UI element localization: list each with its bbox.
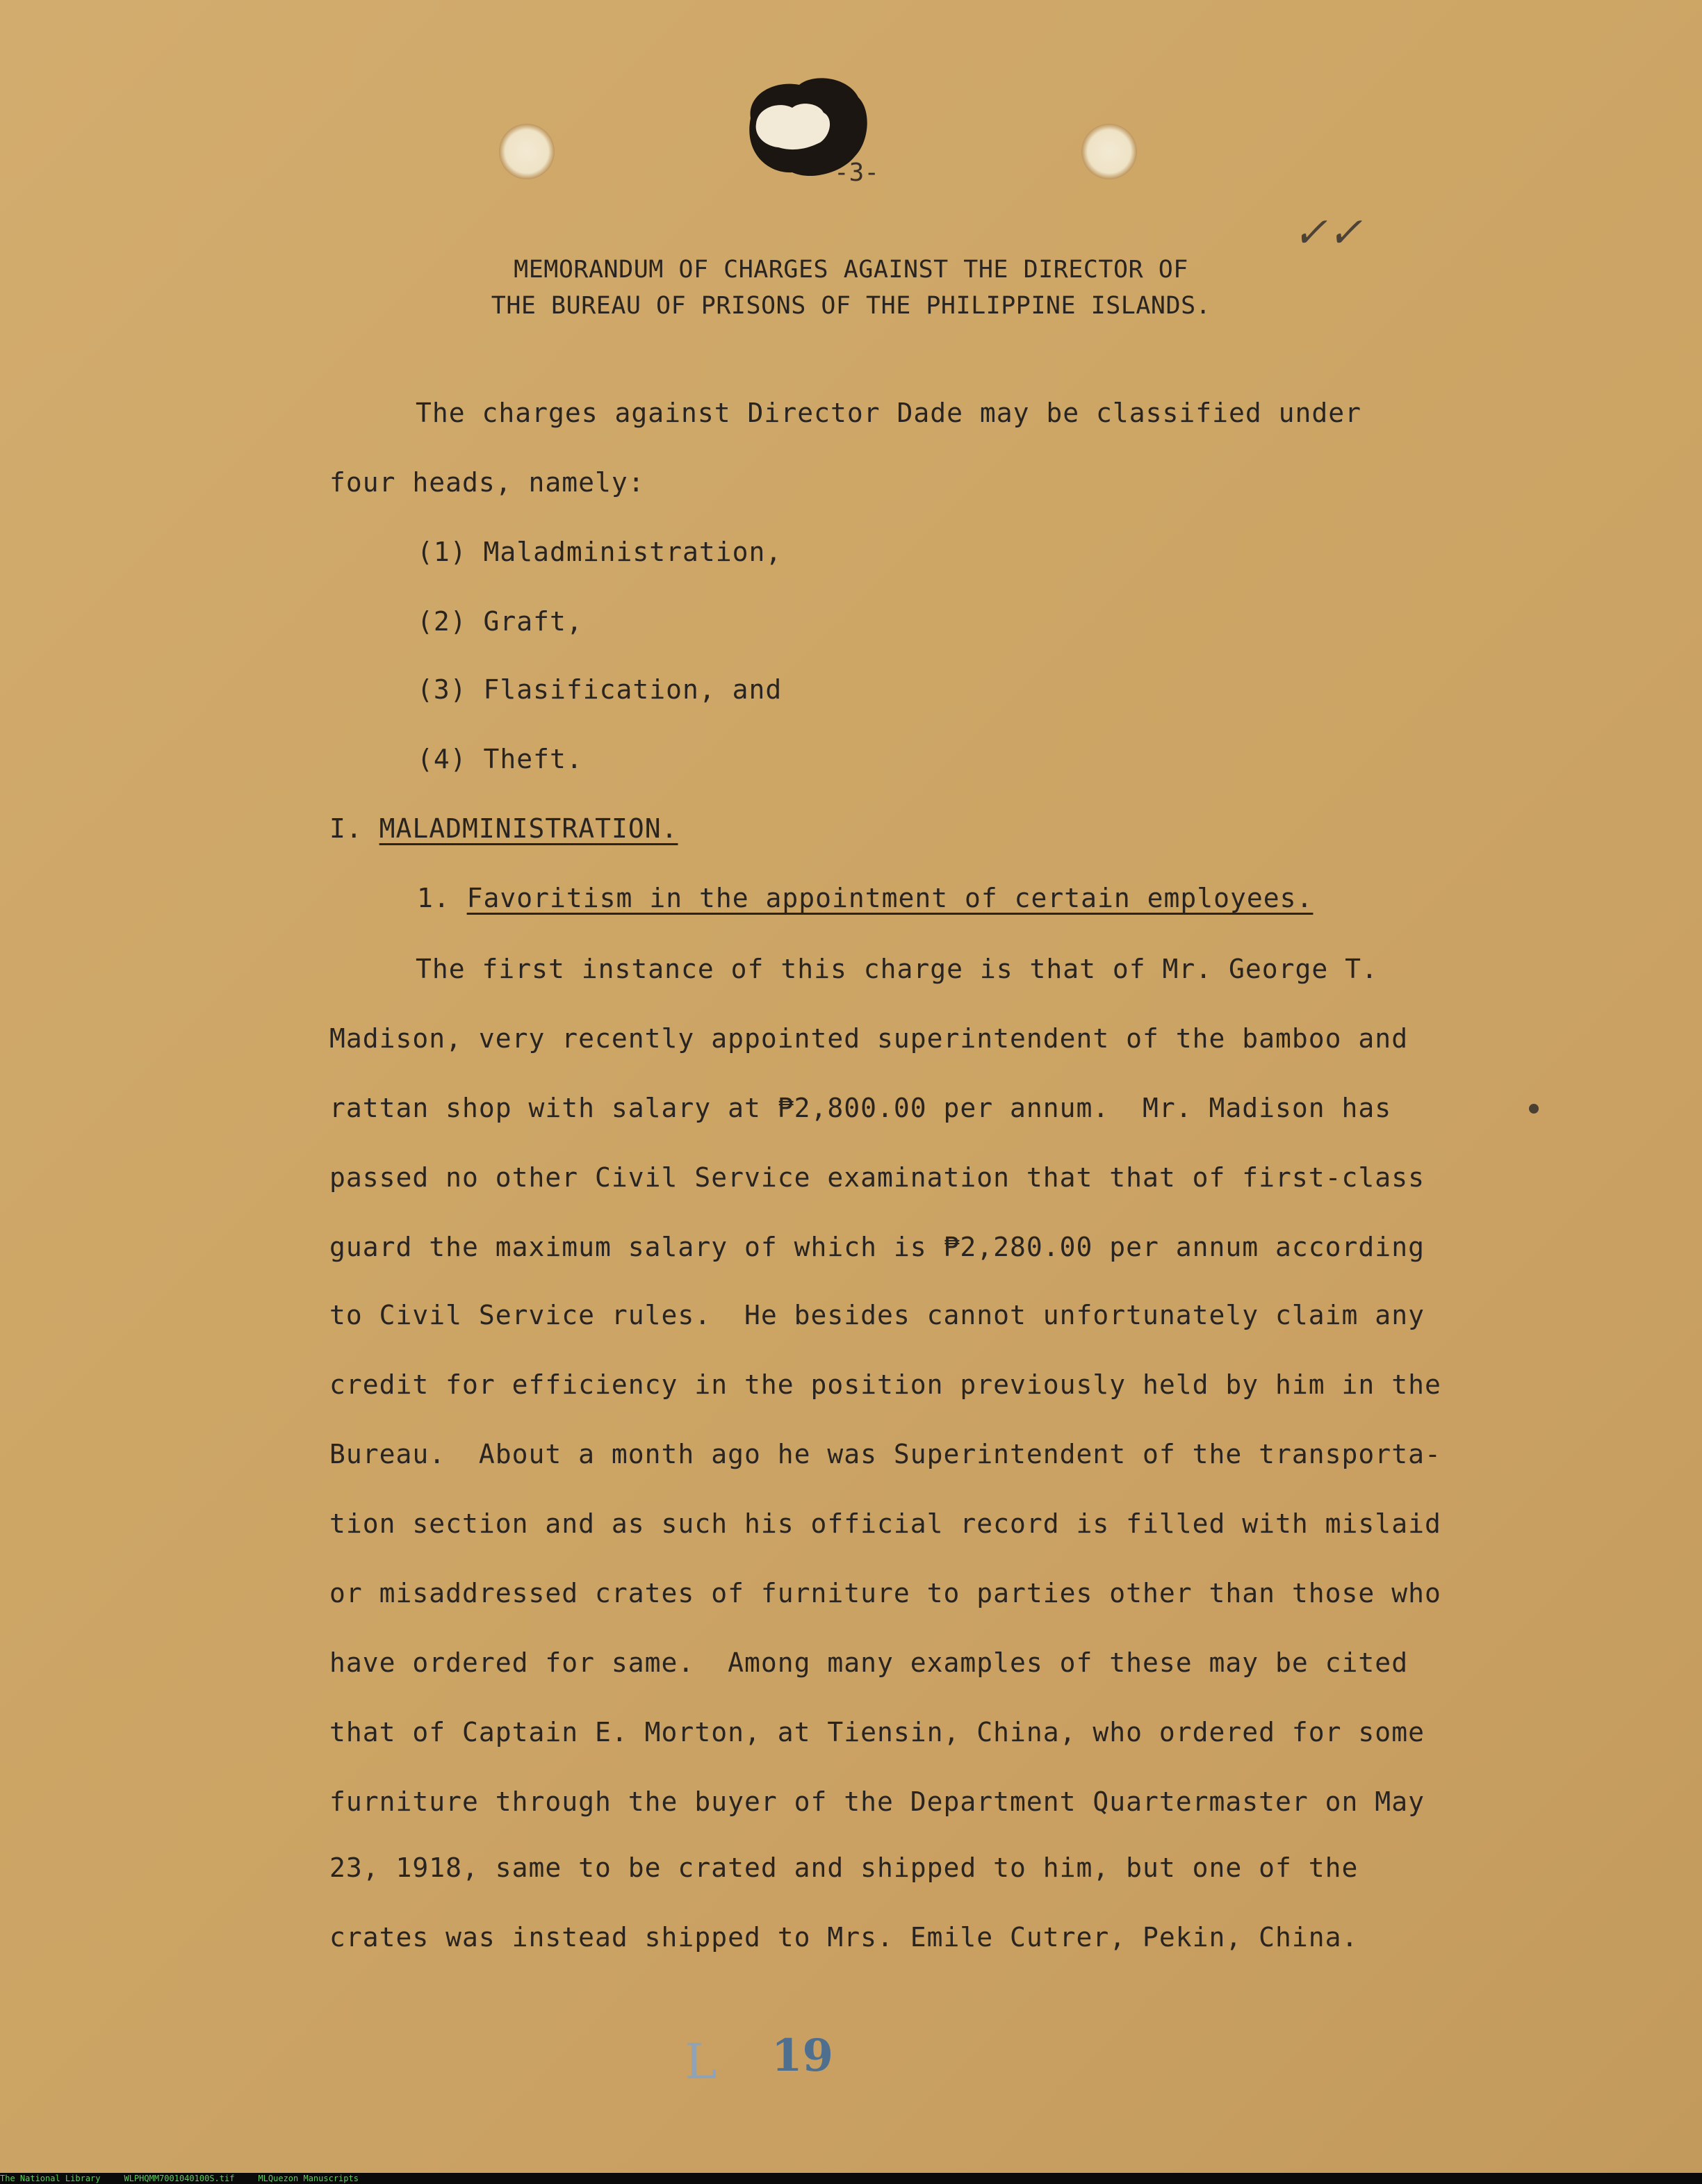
archive-stamp-number: 19 <box>771 2030 834 2082</box>
footer-collection: MLQuezon Manuscripts <box>258 2174 359 2183</box>
check-mark: ✓✓ <box>1293 209 1363 257</box>
subheading <box>417 883 1313 913</box>
body-line: rattan shop with salary at ₱2,800.00 per annum. Mr. Madison has <box>329 1093 1392 1123</box>
body-line: tion section and as such his official record is filled with mislaid <box>329 1508 1441 1539</box>
head-item: (4) Theft. <box>417 744 583 774</box>
page-number: -3- <box>834 158 880 187</box>
section-number: I. <box>329 813 363 844</box>
body-line: crates was instead shipped to Mrs. Emile Cutrer, Pekin, China. <box>329 1922 1359 1953</box>
subheading-title: Favoritism in the appointment of certain employees. <box>466 883 1314 913</box>
body-line: to Civil Service rules. He besides cannot unfortunately claim any <box>329 1300 1425 1330</box>
intro-line-1: The charges against Director Dade may be classified under <box>416 398 1362 428</box>
memo-title-line-1: MEMORANDUM OF CHARGES AGAINST THE DIRECTOR OF <box>514 256 1188 284</box>
body-line: that of Captain E. Morton, at Tiensin, China, who ordered for some <box>329 1717 1425 1747</box>
body-line: or misaddressed crates of furniture to parties other than those who <box>329 1578 1441 1608</box>
body-line: credit for efficiency in the position previously held by him in the <box>329 1369 1441 1400</box>
intro-line-2: four heads, namely: <box>329 467 645 498</box>
head-item: (2) Graft, <box>417 606 583 637</box>
punch-hole-left <box>499 124 555 179</box>
section-heading <box>329 813 678 844</box>
body-line: Madison, very recently appointed superintendent of the bamboo and <box>329 1023 1409 1054</box>
body-line: have ordered for same. Among many examples of these may be cited <box>329 1647 1409 1678</box>
head-item: (3) Flasification, and <box>417 674 783 705</box>
body-line: Bureau. About a month ago he was Superintendent of the transporta- <box>329 1439 1441 1469</box>
subheading-number: 1. <box>417 883 450 913</box>
body-line: The first instance of this charge is that of Mr. George T. <box>416 954 1378 984</box>
head-item: (1) Maladministration, <box>417 537 783 567</box>
body-line: passed no other Civil Service examination that that of first-class <box>329 1162 1425 1193</box>
body-line: furniture through the buyer of the Department Quartermaster on May <box>329 1786 1425 1817</box>
punch-hole-right <box>1081 124 1137 179</box>
scan-footer <box>0 2173 1702 2184</box>
footer-library: The National Library <box>0 2174 101 2183</box>
ink-dot <box>1529 1104 1539 1114</box>
memo-title-line-2: THE BUREAU OF PRISONS OF THE PHILIPPINE ISLANDS. <box>491 292 1211 320</box>
body-line: 23, 1918, same to be crated and shipped to him, but one of the <box>329 1852 1359 1883</box>
stamp-letter: L <box>685 2033 717 2090</box>
section-title: MALADMINISTRATION. <box>379 813 678 844</box>
footer-file: WLPHQMM7001040100S.tif <box>124 2174 235 2183</box>
body-line: guard the maximum salary of which is ₱2,280.00 per annum according <box>329 1232 1425 1262</box>
